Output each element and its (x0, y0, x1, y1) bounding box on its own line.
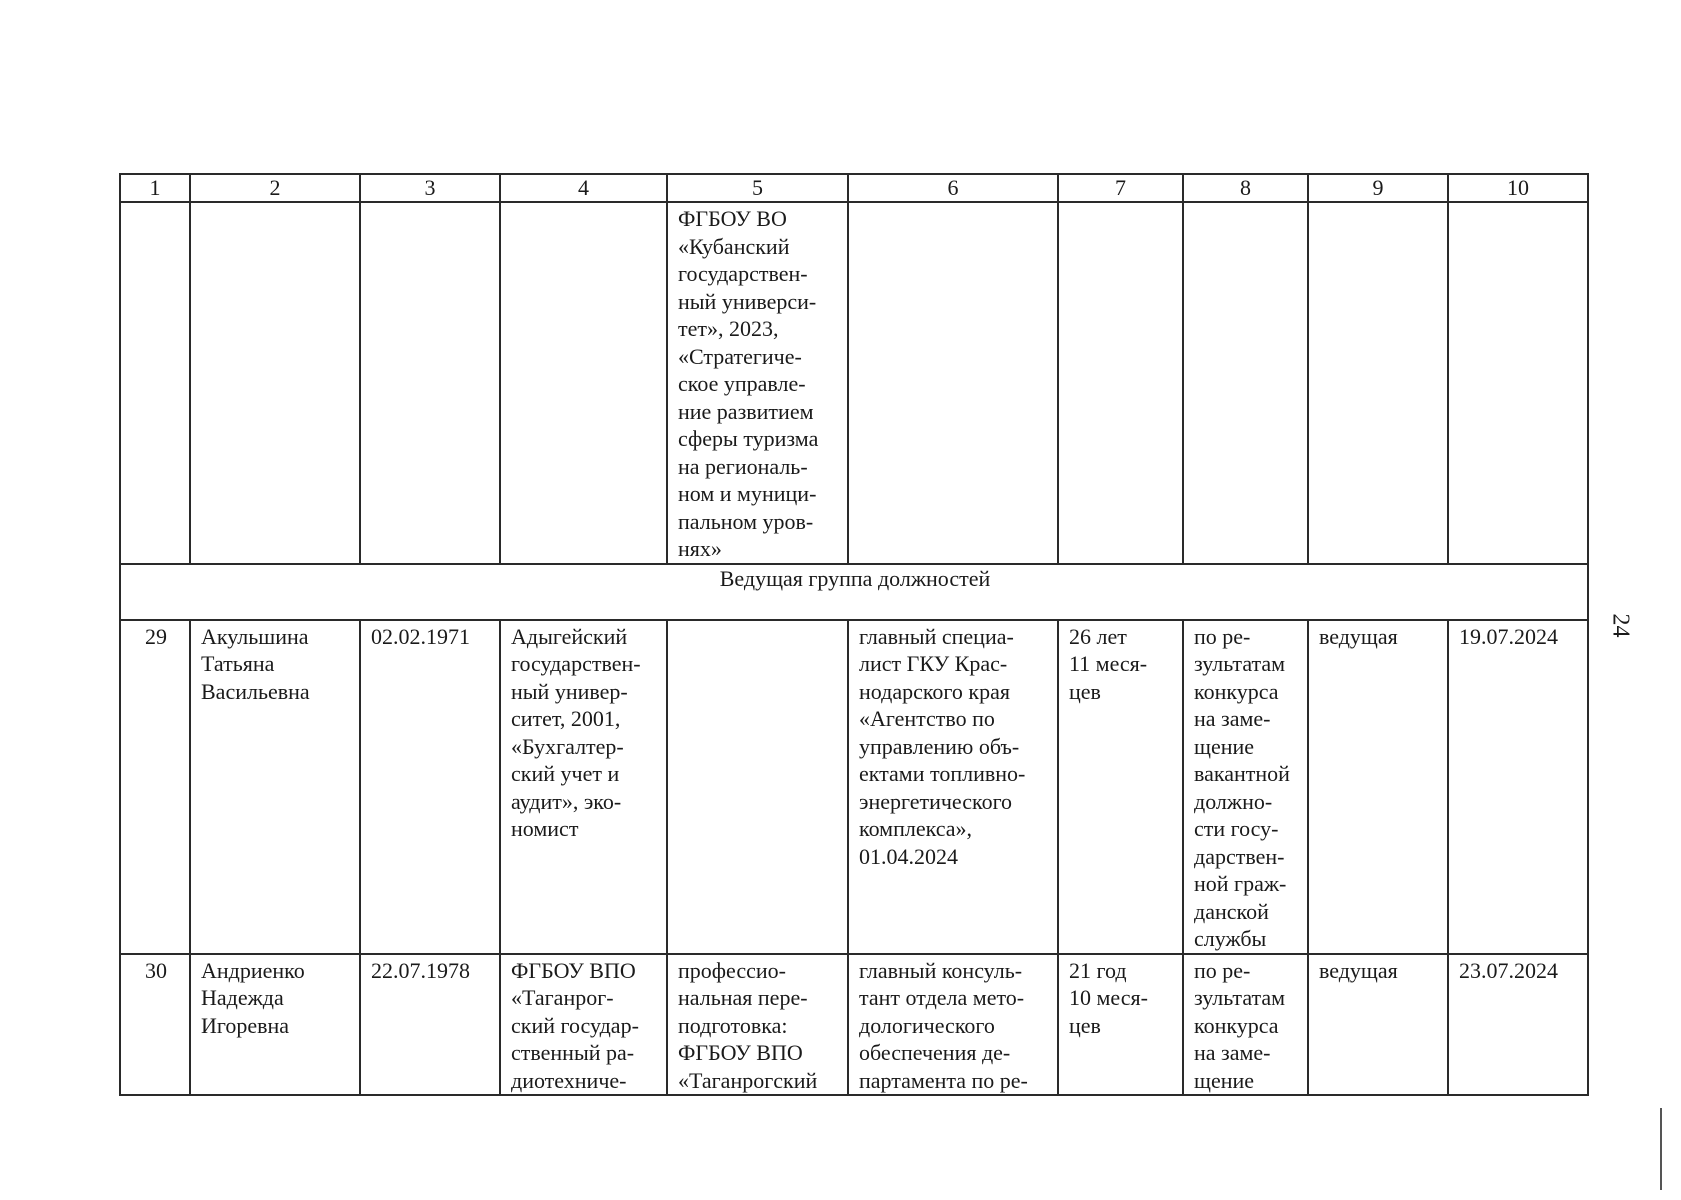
column-number: 5 (667, 174, 848, 202)
table-cell (120, 202, 190, 564)
birth-date: 02.02.1971 (360, 620, 500, 954)
inclusion-date: 23.07.2024 (1448, 954, 1588, 1096)
additional-education-cell: ФГБОУ ВО «Кубанский государствен- ный универси- тет», 2023, «Стратегиче- ское управле- ние развитием сферы туризма на региональ- ном и муници- пальном уров- нях» (667, 202, 848, 564)
column-number-row (120, 174, 1588, 202)
position-group: ведущая (1308, 620, 1448, 954)
table-cell (1183, 202, 1308, 564)
table-cell (360, 202, 500, 564)
group-title: Ведущая группа должностей (120, 564, 1588, 620)
position: главный специа- лист ГКУ Крас- нодарского края «Агентство по управлению объ- ектами топливно- энергетического комплекса», 01.04.2024 (848, 620, 1058, 954)
education: ФГБОУ ВПО «Таганрог- ский государ- ственный ра- диотехниче- (500, 954, 667, 1096)
basis: по ре- зультатам конкурса на заме- щение (1183, 954, 1308, 1096)
row-number: 29 (120, 620, 190, 954)
full-name: Акульшина Татьяна Васильевна (190, 620, 360, 954)
table-cell (190, 202, 360, 564)
inclusion-date: 19.07.2024 (1448, 620, 1588, 954)
birth-date: 22.07.1978 (360, 954, 500, 1096)
education: Адыгейский государствен- ный универ- ситет, 2001, «Бухгалтер- ский учет и аудит», эко- номист (500, 620, 667, 954)
page-number: 24 (1607, 613, 1634, 638)
table-cell (1308, 202, 1448, 564)
table-cell (500, 202, 667, 564)
basis: по ре- зультатам конкурса на заме- щение вакантной должно- сти госу- дарствен- ной граж- данской службы (1183, 620, 1308, 954)
table-cell (1448, 202, 1588, 564)
row-number: 30 (120, 954, 190, 1096)
group-title-row (120, 564, 1588, 620)
continuation-row (120, 202, 1588, 564)
additional-education: профессио- нальная пере- подготовка: ФГБОУ ВПО «Таганрогский (667, 954, 848, 1096)
column-number: 1 (120, 174, 190, 202)
column-number: 4 (500, 174, 667, 202)
column-number: 7 (1058, 174, 1183, 202)
column-number: 9 (1308, 174, 1448, 202)
column-number: 8 (1183, 174, 1308, 202)
table-row (120, 954, 1588, 1096)
position-group: ведущая (1308, 954, 1448, 1096)
column-number: 3 (360, 174, 500, 202)
column-number: 6 (848, 174, 1058, 202)
column-number: 2 (190, 174, 360, 202)
experience: 21 год 10 меся- цев (1058, 954, 1183, 1096)
table-cell (1058, 202, 1183, 564)
position: главный консуль- тант отдела мето- дологического обеспечения де- партамента по ре- (848, 954, 1058, 1096)
full-name: Андриенко Надежда Игоревна (190, 954, 360, 1096)
table-row (120, 620, 1588, 954)
personnel-table (119, 173, 1589, 1096)
experience: 26 лет 11 меся- цев (1058, 620, 1183, 954)
column-number: 10 (1448, 174, 1588, 202)
additional-education (667, 620, 848, 954)
table-cell (848, 202, 1058, 564)
scan-edge-line (1660, 1108, 1662, 1190)
